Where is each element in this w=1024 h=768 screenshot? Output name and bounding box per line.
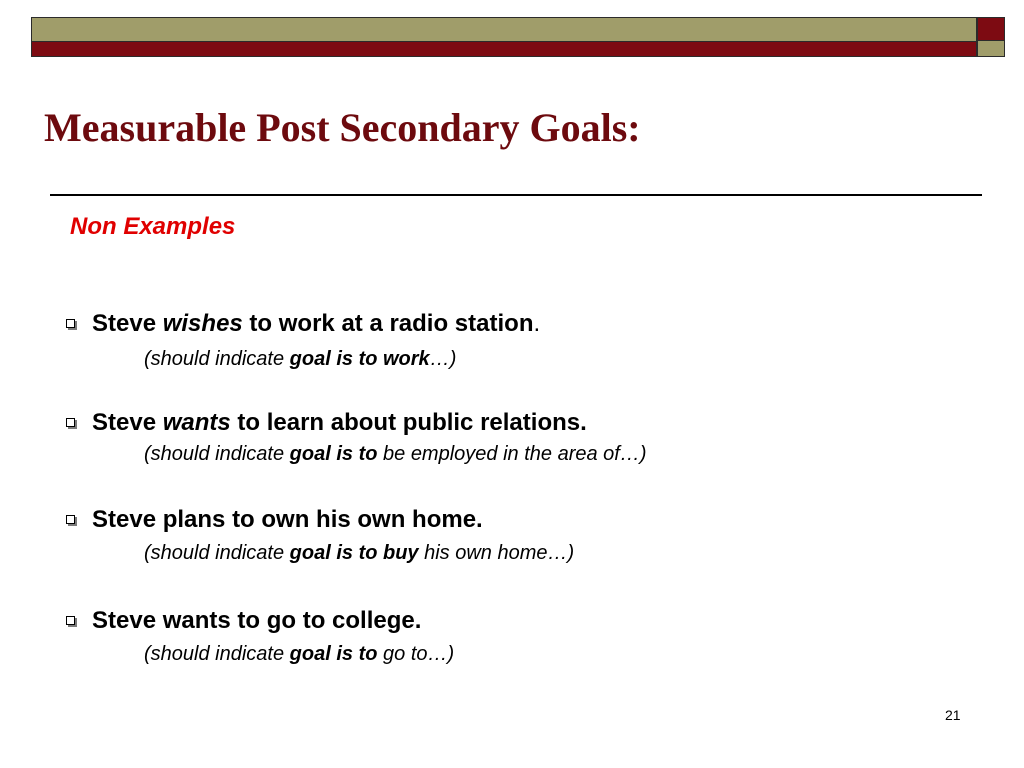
title-divider xyxy=(50,194,982,196)
statement-text: to work at a radio station xyxy=(242,310,534,337)
note-text: be employed in the area of…) xyxy=(377,443,647,465)
header-band xyxy=(31,17,977,57)
hollow-square-bullet-icon xyxy=(66,515,75,524)
statement-emphasis: wants xyxy=(162,409,231,436)
note-text: go to…) xyxy=(377,643,455,665)
statement-text: Steve wants to go to college. xyxy=(92,607,422,634)
header-olive-stripe xyxy=(32,18,976,42)
bullet-statement xyxy=(92,506,483,534)
note-emphasis: goal is to buy xyxy=(289,542,419,564)
statement-text: Steve xyxy=(92,409,163,436)
note-text: (should indicate xyxy=(144,443,290,465)
bullet-statement xyxy=(92,409,587,437)
bullet-statement xyxy=(92,607,421,635)
bullet-note xyxy=(144,643,454,666)
hollow-square-bullet-icon xyxy=(66,616,75,625)
note-text: his own home…) xyxy=(418,542,575,564)
note-text: (should indicate xyxy=(144,348,290,370)
page-title: Measurable Post Secondary Goals: xyxy=(44,105,641,150)
note-text: (should indicate xyxy=(144,542,290,564)
slide-number: 21 xyxy=(945,707,961,723)
subtitle: Non Examples xyxy=(70,213,236,240)
statement-text: . xyxy=(533,310,541,337)
bullet-note xyxy=(144,443,647,466)
statement-text: to learn about public relations. xyxy=(230,409,587,436)
corner-maroon-square xyxy=(977,17,1005,41)
note-emphasis: goal is to xyxy=(289,443,378,465)
note-emphasis: goal is to xyxy=(289,643,378,665)
note-text: (should indicate xyxy=(144,643,290,665)
statement-text: Steve plans to own his own home. xyxy=(92,506,483,533)
hollow-square-bullet-icon xyxy=(66,418,75,427)
bullet-note xyxy=(144,348,456,371)
statement-emphasis: wishes xyxy=(162,310,243,337)
corner-olive-square xyxy=(977,40,1005,57)
bullet-statement xyxy=(92,310,540,338)
bullet-note xyxy=(144,542,574,565)
hollow-square-bullet-icon xyxy=(66,319,75,328)
note-text: …) xyxy=(429,348,457,370)
statement-text: Steve xyxy=(92,310,163,337)
note-emphasis: goal is to work xyxy=(289,348,430,370)
